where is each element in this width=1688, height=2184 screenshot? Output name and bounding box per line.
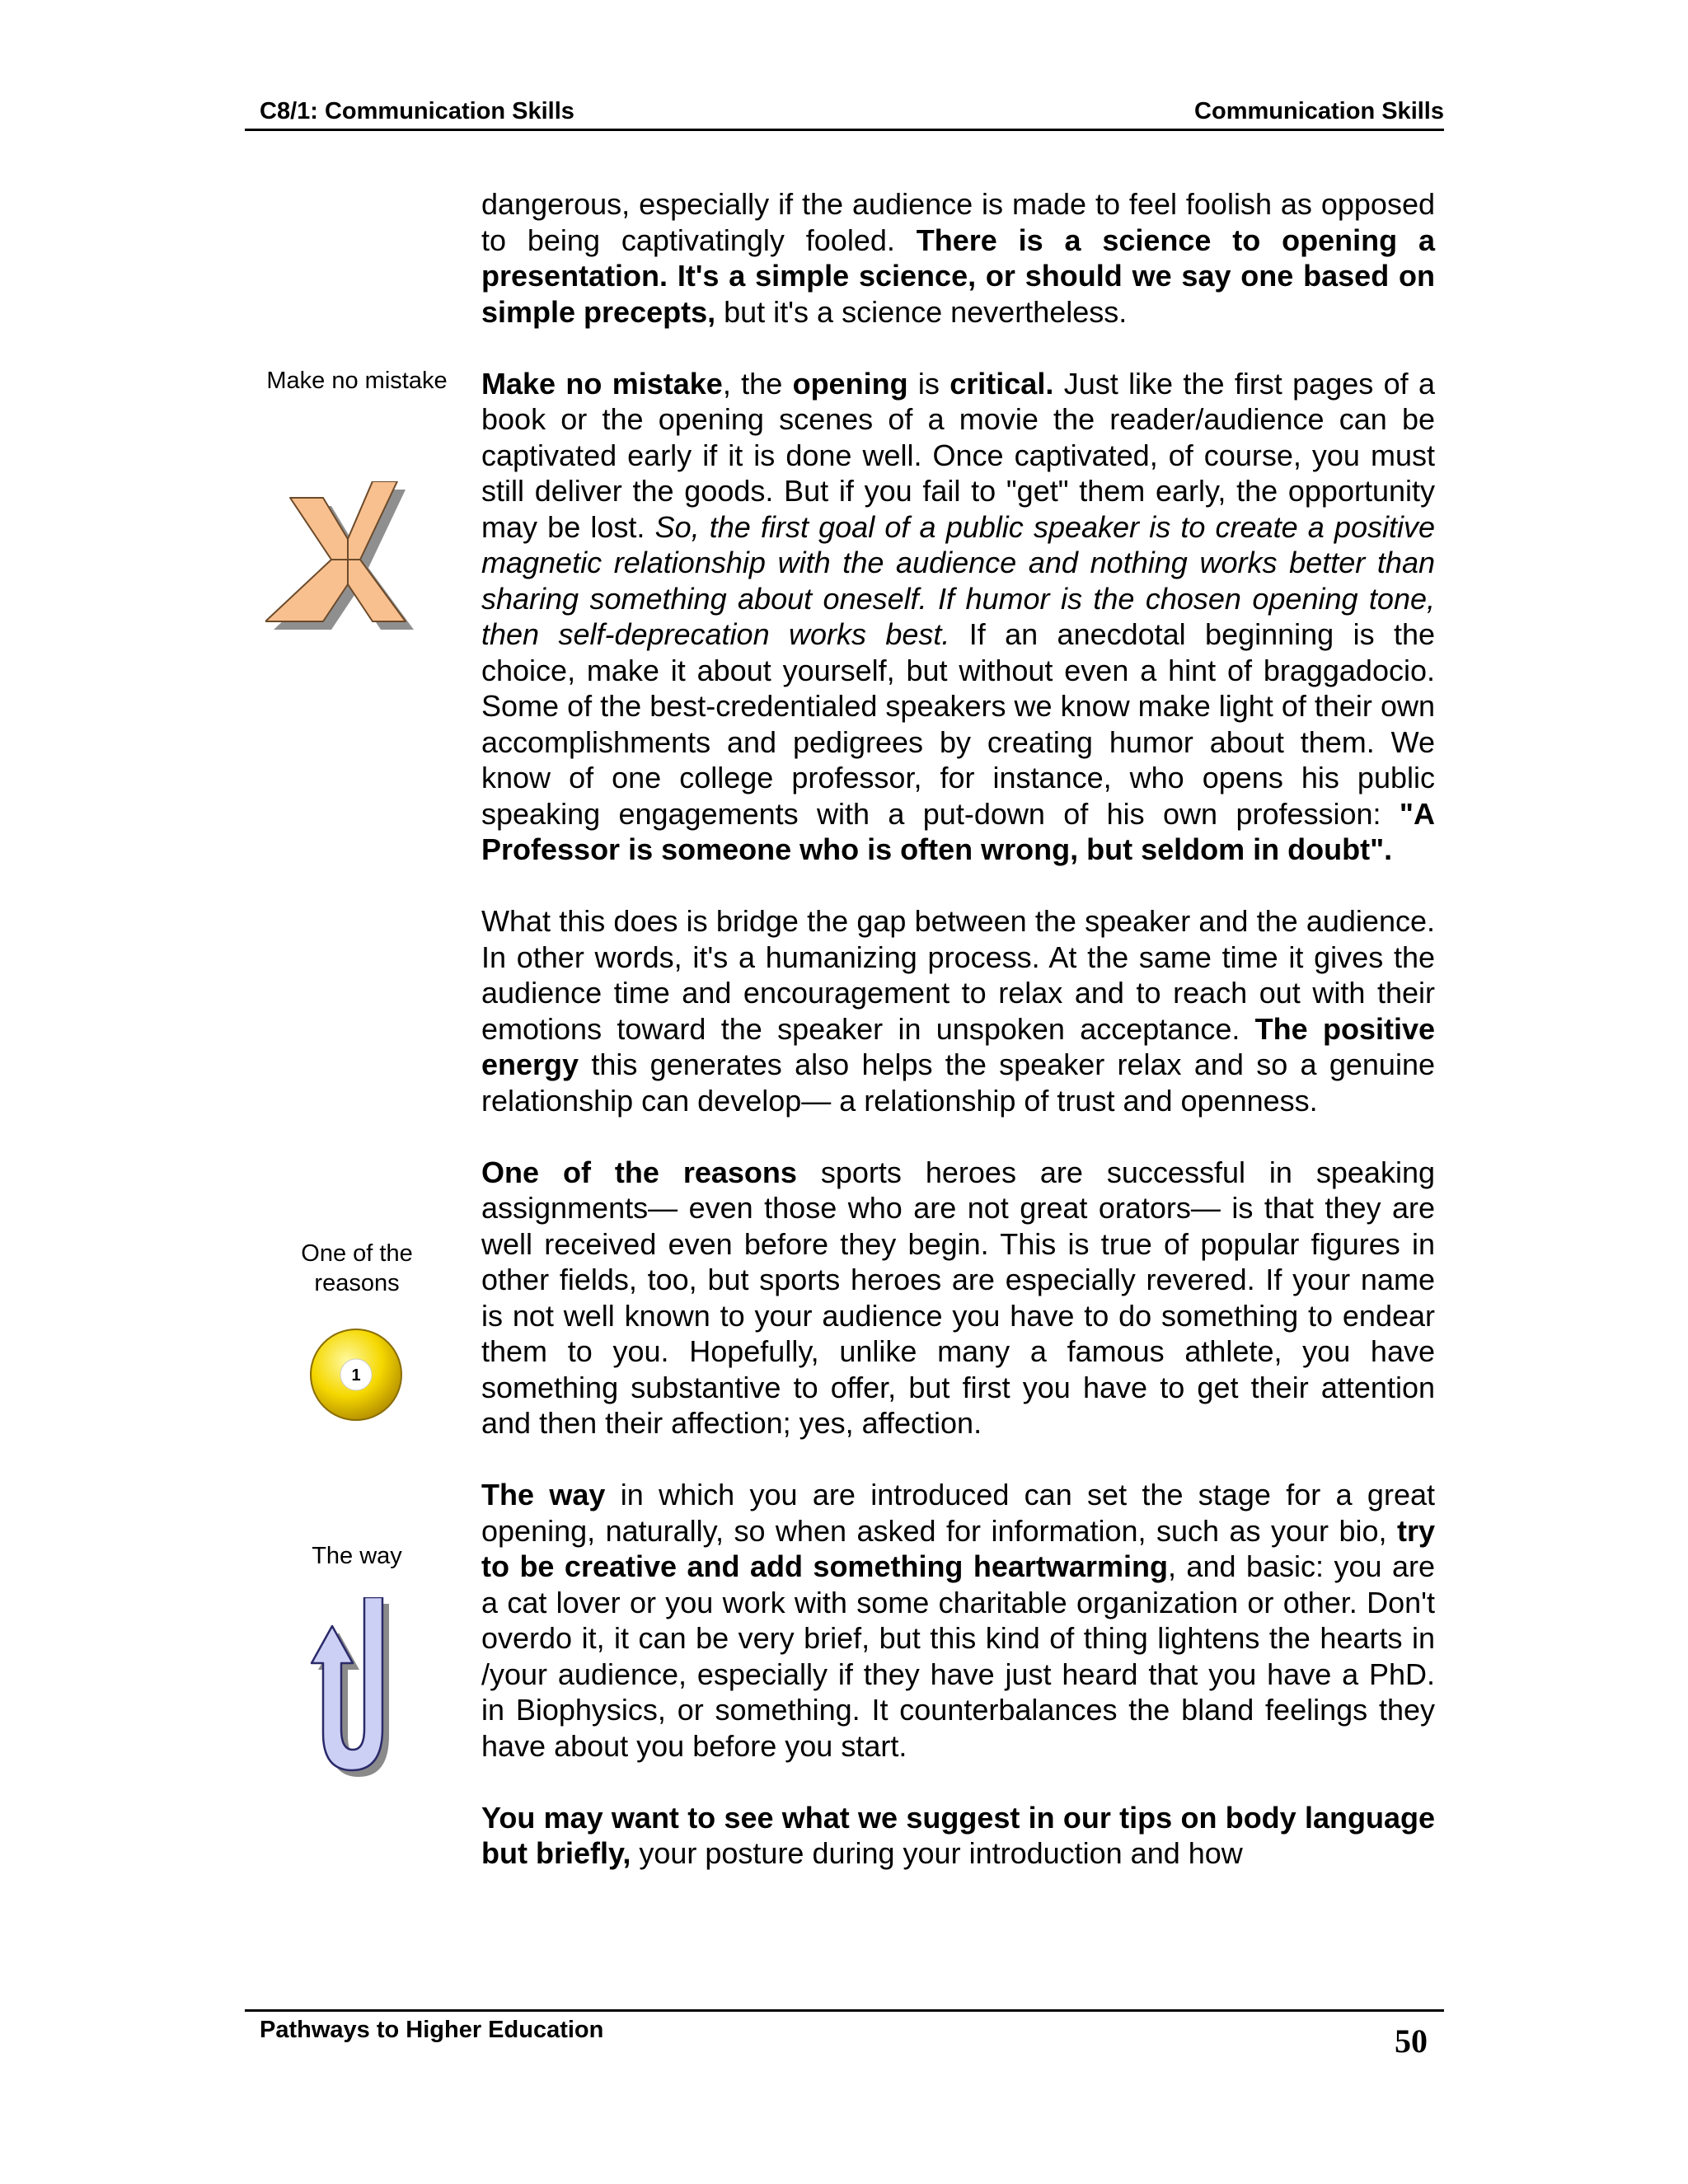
paragraph <box>481 903 1435 1118</box>
footer-title: Pathways to Higher Education <box>260 2017 604 2043</box>
paragraph <box>481 1477 1435 1764</box>
text-run: dangerous, especially if the audience is made to feel foolish as opposed to being captivatingly fooled. <box>481 187 1435 257</box>
text-run: but it's a science nevertheless. <box>715 294 1128 329</box>
bold-text: You may want to see what we suggest in our tips on body language but briefly, <box>481 1800 1435 1870</box>
text-run: this generates also helps the speaker relax and so a genuine relationship can develop— a relationship of trust and openness. <box>481 1047 1435 1118</box>
bold-text: critical. <box>950 366 1054 401</box>
margin-note-one-of-the-reasons: One of the reasons <box>301 1240 413 1296</box>
text-run: , and basic: you are a cat lover or you work with some charitable organization or other. Don't overdo it, it can be very brief, but this kind of thing lightens the hearts in /your audience, especially if they have just heard that you have a PhD. in Biophysics, or something. It counterbalances the bland feelings they have about you before you start. <box>481 1549 1435 1763</box>
billiard-ball-1-icon <box>307 1325 406 1424</box>
text-run: , the <box>722 366 793 401</box>
x-mark-icon <box>265 481 430 646</box>
header-left: C8/1: Communication Skills <box>260 98 574 124</box>
bold-text: The positive energy <box>481 1011 1435 1081</box>
body-text <box>481 186 1435 1872</box>
text-run: What this does is bridge the gap between the speaker and the audience. In other words, it's a humanizing process. At the same time it gives the audience time and encouragement to relax and to reach out with their emotions toward the speaker in unspoken acceptance. <box>481 904 1435 1046</box>
header-right: Communication Skills <box>1194 98 1444 124</box>
bold-text: Make no mistake <box>481 366 723 401</box>
page-header <box>245 94 1444 131</box>
bold-text: "A Professor is someone who is often wrong, but seldom in doubt". <box>481 796 1435 866</box>
bold-text: There is a science to opening a presentation. It's a simple science, or should we say one based on simple precepts, <box>481 223 1435 329</box>
bold-text: opening <box>792 366 908 401</box>
paragraph <box>481 366 1435 868</box>
text-run: is <box>907 366 950 401</box>
ball-number: 1 <box>351 1366 361 1385</box>
paragraph <box>481 1155 1435 1441</box>
bold-text: The way <box>481 1478 606 1511</box>
text-run: If an anecdotal beginning is the choice, make it about yourself, but without even a hint of braggadocio. Some of the best-credentialed speakers we know make light of their own accomplishments and pedigrees by creating humor about them. We know of one college professor, for instance, who opens his public speaking engagements with a put-down of his own profession: <box>481 617 1435 831</box>
page-number: 50 <box>1395 2022 1428 2060</box>
text-run: your posture during your introduction and how <box>631 1836 1243 1870</box>
paragraph <box>481 1800 1435 1872</box>
bold-text: try to be creative and add something heartwarming <box>481 1513 1435 1583</box>
margin-note-the-way: The way <box>312 1543 402 1569</box>
margin-note-make-no-mistake: Make no mistake <box>266 368 448 394</box>
paragraph <box>481 186 1435 330</box>
bold-text: One of the reasons <box>481 1155 797 1189</box>
page-footer <box>245 2009 1444 2078</box>
text-run: Just like the first pages of a book or the opening scenes of a movie the reader/audience can be captivated early if it is done well. Once captivated, of course, you must still deliver the goods. But if you fail to "get" them early, the opportunity may be lost. <box>481 366 1435 544</box>
italic-text: So, the first goal of a public speaker is to create a positive magnetic relationship with the audience and nothing works better than sharing something about oneself. If humor is the chosen opening tone, then self-deprecation works best. <box>481 509 1435 651</box>
text-run: in which you are introduced can set the stage for a great opening, naturally, so when asked for information, such as your bio, <box>481 1478 1435 1548</box>
text-run: sports heroes are successful in speaking assignments— even those who are not great orators— is that they are well received even before they begin. This is true of popular figures in other fields, too, but sports heroes are especially revered. If your name is not well known to your audience you have to do something to endear them to you. Hopefully, unlike many a famous athlete, you have something substantive to offer, but first you have to get their attention and then their affection; yes, affection. <box>481 1155 1435 1440</box>
hook-arrow-icon <box>307 1597 406 1787</box>
